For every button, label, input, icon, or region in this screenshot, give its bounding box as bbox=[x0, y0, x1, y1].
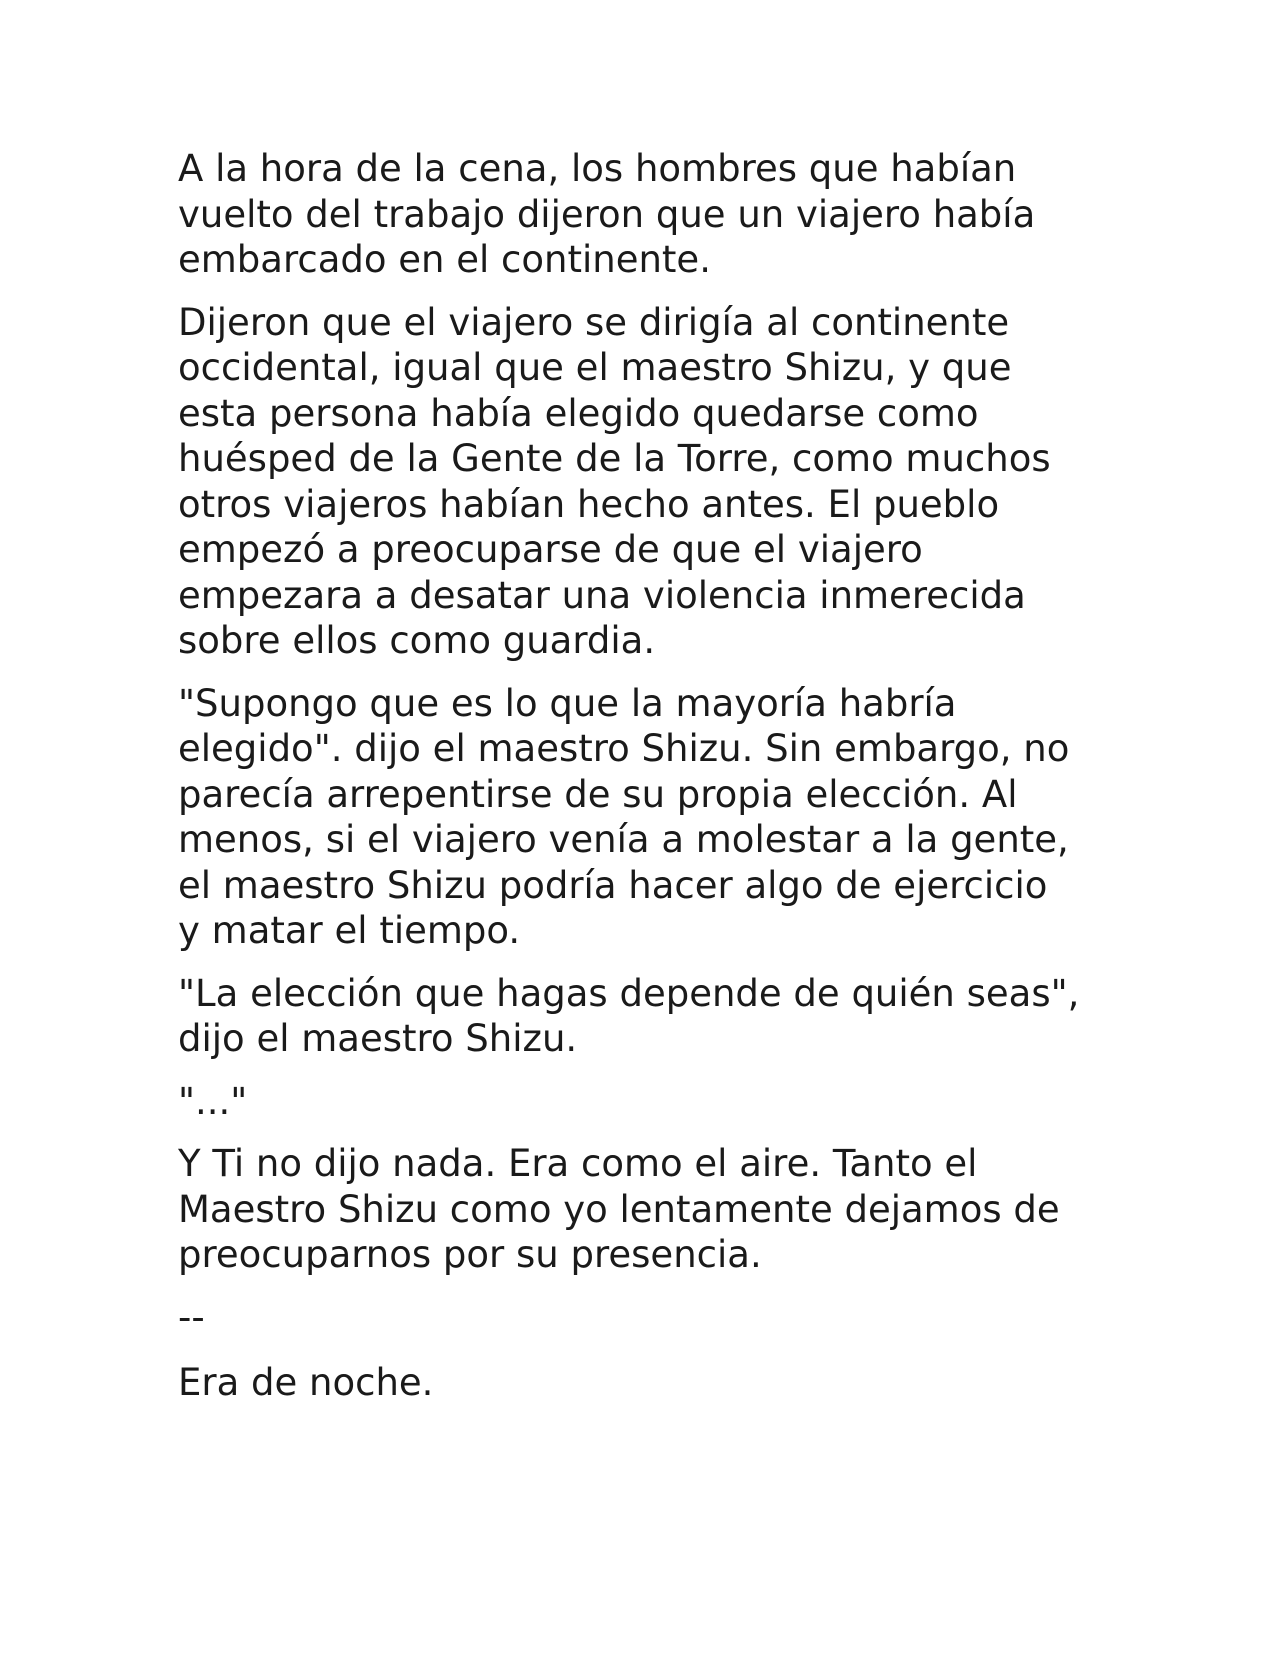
paragraph-3: "Supongo que es lo que la mayoría habría elegido". dijo el maestro Shizu. Sin embargo, no parecía arrepentirse de su propia elección. Al menos, si el viajero venía a molestar a la gente, el maestro Shizu podría hacer algo de ejercicio y matar el tiempo. bbox=[178, 681, 1070, 952]
paragraph-1: A la hora de la cena, los hombres que habían vuelto del trabajo dijeron que un viajero había embarcado en el continente. bbox=[178, 147, 1036, 281]
paragraph-2: Dijeron que el viajero se dirigía al continente occidental, igual que el maestro Shizu, y que esta persona había elegido quedarse como huésped de la Gente de la Torre, como muchos otros viajeros habían hecho antes. El pueblo empezó a preocuparse de que el viajero empezara a desatar una violencia inmerecida sobre ellos como guardia. bbox=[178, 300, 1051, 662]
paragraph-4: "La elección que hagas depende de quién seas", dijo el maestro Shizu. bbox=[178, 971, 1080, 1060]
document-page bbox=[178, 146, 1118, 1423]
paragraph-6: Y Ti no dijo nada. Era como el aire. Tanto el Maestro Shizu como yo lentamente dejamos de preocuparnos por su presencia. bbox=[178, 1142, 1060, 1276]
scene-separator: -- bbox=[178, 1295, 205, 1339]
paragraph-7: Era de noche. bbox=[178, 1361, 434, 1404]
paragraph-5: "..." bbox=[178, 1079, 248, 1123]
